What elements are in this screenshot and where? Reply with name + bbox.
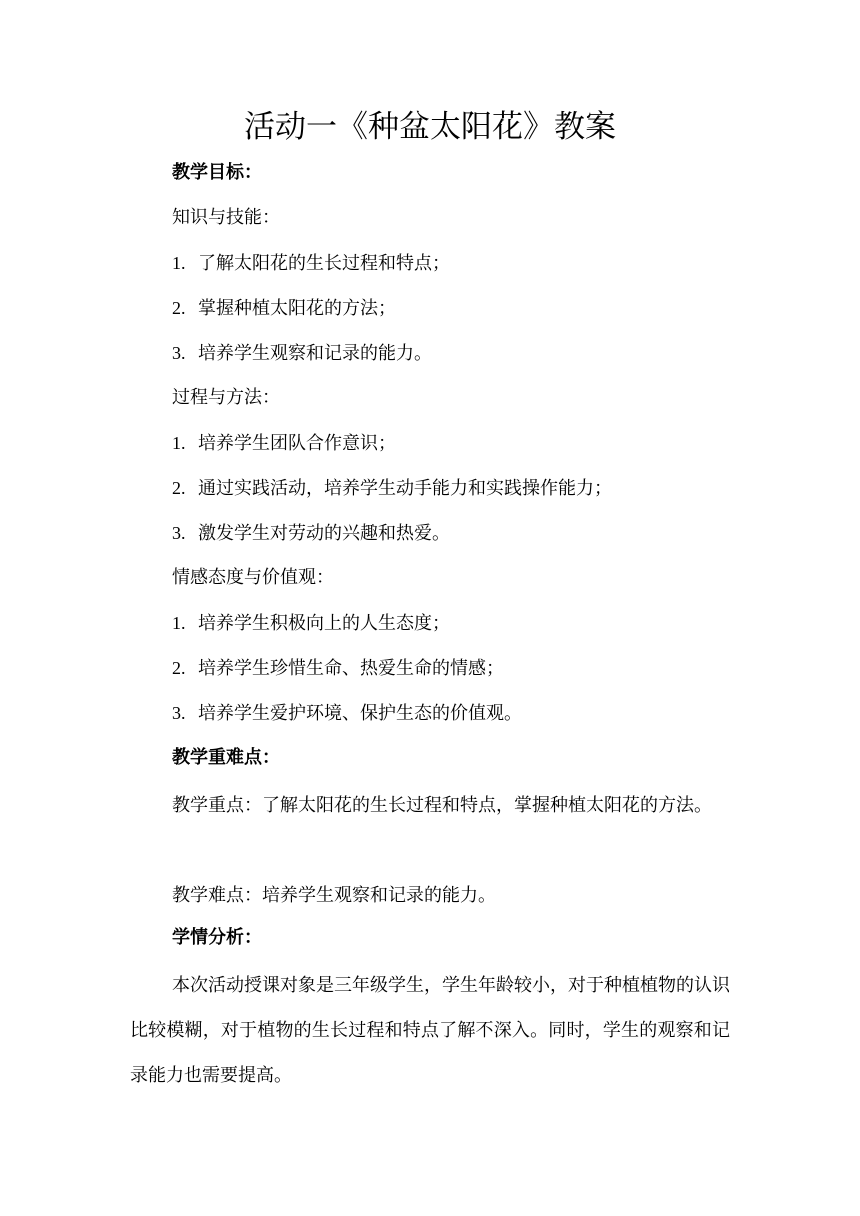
list-text: 激发学生对劳动的兴趣和热爱。 <box>198 523 450 544</box>
objectives-heading: 教学目标： <box>172 162 262 183</box>
analysis-paragraph: 本次活动授课对象是三年级学生，学生年龄较小，对于种植植物的认识比较模糊，对于植物的生长过程和特点了解不深入。同时，学生的观察和记录能力也需要提高。 <box>130 975 730 1086</box>
list-text: 了解太阳花的生长过程和特点； <box>198 253 450 274</box>
emotion-values-label: 情感态度与价值观： <box>172 567 334 588</box>
list-number: 2. <box>172 298 186 318</box>
list-item <box>172 699 522 728</box>
teaching-difficulty-paragraph: 教学难点：培养学生观察和记录的能力。 <box>172 885 496 906</box>
process-methods-label: 过程与方法： <box>172 387 280 408</box>
list-number: 3. <box>172 523 186 543</box>
list-item <box>172 249 450 278</box>
list-number: 2. <box>172 478 186 498</box>
list-number: 1. <box>172 433 186 453</box>
list-item <box>172 339 432 368</box>
list-item <box>172 519 450 548</box>
list-item <box>172 294 396 323</box>
knowledge-skills-label: 知识与技能： <box>172 207 280 228</box>
list-number: 2. <box>172 658 186 678</box>
list-number: 1. <box>172 613 186 633</box>
list-number: 3. <box>172 343 186 363</box>
list-item <box>172 429 396 458</box>
document-title: 活动一《种盆太阳花》教案 <box>244 109 616 145</box>
list-item <box>172 654 504 683</box>
list-text: 掌握种植太阳花的方法； <box>198 298 396 319</box>
list-number: 1. <box>172 253 186 273</box>
list-text: 培养学生珍惜生命、热爱生命的情感； <box>198 658 504 679</box>
list-text: 培养学生团队合作意识； <box>198 433 396 454</box>
list-number: 3. <box>172 703 186 723</box>
list-text: 培养学生积极向上的人生态度； <box>198 613 450 634</box>
key-points-heading: 教学重难点： <box>172 747 280 768</box>
list-text: 培养学生爱护环境、保护生态的价值观。 <box>198 703 522 724</box>
teaching-focus-paragraph: 教学重点：了解太阳花的生长过程和特点，掌握种植太阳花的方法。 <box>172 795 712 816</box>
list-item <box>172 474 612 503</box>
list-text: 培养学生观察和记录的能力。 <box>198 343 432 364</box>
analysis-heading: 学情分析： <box>172 927 262 948</box>
list-text: 通过实践活动，培养学生动手能力和实践操作能力； <box>198 478 612 499</box>
list-item <box>172 609 450 638</box>
